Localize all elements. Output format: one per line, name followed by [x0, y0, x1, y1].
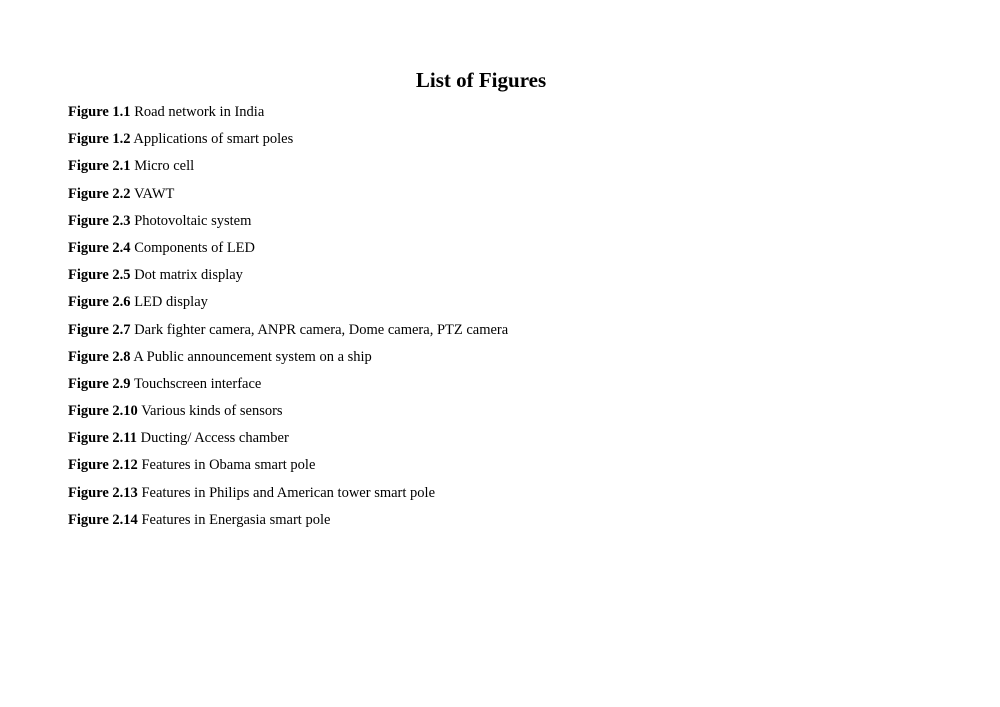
- figure-list-item: [68, 344, 508, 371]
- figure-list-item: [68, 480, 508, 507]
- figure-number: Figure 2.5: [68, 267, 131, 284]
- figure-list-item: [68, 398, 508, 425]
- figure-number: Figure 2.6: [68, 294, 131, 311]
- figure-list-item: [68, 425, 508, 452]
- figure-number: Figure 1.1: [68, 104, 131, 120]
- figure-list-item: [68, 126, 508, 153]
- figure-caption: Features in Obama smart pole: [141, 457, 316, 474]
- figure-caption: Ducting/ Access chamber: [140, 430, 289, 447]
- figure-number: Figure 2.1: [68, 158, 131, 175]
- figure-number: Figure 2.13: [68, 484, 138, 501]
- figure-list-item: [68, 317, 508, 344]
- figure-caption: Photovoltaic system: [134, 212, 252, 229]
- figure-caption: A Public announcement system on a ship: [133, 348, 372, 365]
- figure-number: Figure 2.12: [68, 457, 138, 474]
- figure-caption: VAWT: [133, 185, 175, 202]
- figure-list-item: [68, 235, 508, 262]
- figure-number: Figure 2.2: [68, 185, 131, 202]
- figure-number: Figure 2.4: [68, 239, 131, 256]
- figure-caption: Road network in India: [134, 104, 265, 120]
- figure-number: Figure 1.2: [68, 131, 131, 148]
- figure-number: Figure 2.7: [68, 321, 131, 338]
- figure-caption: Dark fighter camera, ANPR camera, Dome camera, PTZ camera: [134, 321, 509, 338]
- figure-number: Figure 2.14: [68, 511, 138, 528]
- figure-list-item: [68, 99, 508, 126]
- figure-caption: Features in Energasia smart pole: [141, 511, 331, 528]
- page-title: List of Figures: [415, 68, 547, 92]
- figure-list-item: [68, 153, 508, 180]
- figure-list-item: [68, 507, 508, 534]
- figure-number: Figure 2.9: [68, 375, 131, 392]
- figure-list-item: [68, 208, 508, 235]
- figure-caption: Features in Philips and American tower smart pole: [141, 484, 435, 501]
- figure-caption: Micro cell: [134, 158, 195, 175]
- figure-list-item: [68, 262, 508, 289]
- figure-caption: Components of LED: [134, 239, 256, 256]
- figure-list-item: [68, 181, 508, 208]
- figure-list-item: [68, 289, 508, 316]
- figure-caption: Dot matrix display: [134, 267, 243, 284]
- figure-caption: Touchscreen interface: [133, 375, 262, 392]
- figure-number: Figure 2.11: [68, 430, 138, 447]
- figure-caption: Applications of smart poles: [133, 131, 294, 148]
- figure-caption: Various kinds of sensors: [141, 403, 283, 420]
- figure-number: Figure 2.3: [68, 212, 131, 229]
- figure-caption: LED display: [134, 294, 208, 311]
- figure-number: Figure 2.10: [68, 403, 138, 420]
- figure-list-item: [68, 371, 508, 398]
- figure-number: Figure 2.8: [68, 348, 131, 365]
- figure-list: [68, 99, 508, 534]
- figure-list-item: [68, 452, 508, 479]
